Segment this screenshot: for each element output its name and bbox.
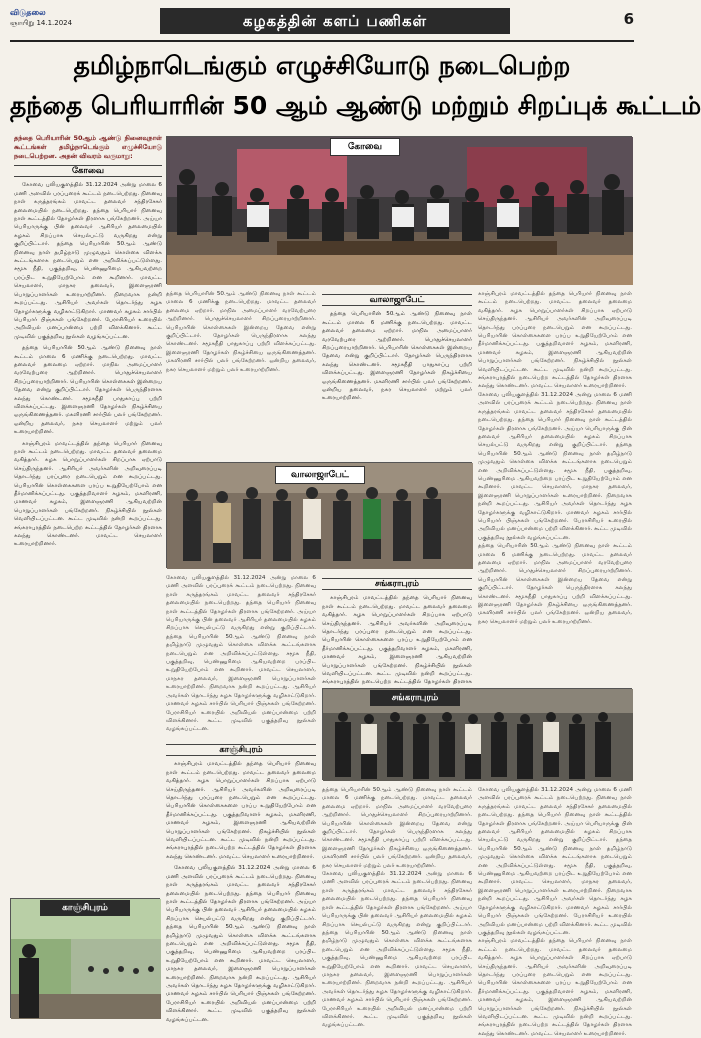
right-bottom-text-2: காஞ்சிபுரம் மாவட்டத்தில் தந்தை பெரியார் நினைவு நாள் கூட்டம் நடைபெற்றது. மாவட்ட தலைவர் தலைமை வகித்தார். கழக பொறுப்பாளர்கள் சிறப்பாக ஏற்பாடு செய்திருந்தனர். ஆசிரியர் அவர்களின் அறிவுரைப்படி தொடர்ந்து பரப்புரை நடைபெறும் என கூறப்பட்டது. பெரியாரின் கொள்கைகளை பரப்ப உறுதியேற்போம் என தீர்மானிக்கப்பட்டது. பகுத்தறிவாளர் கழகம், மகளிரணி, மாணவர் கழகம், இளைஞரணி ஆகியவற்றின் பொறுப்பாளர்கள் பங்கேற்றனர். நிகழ்ச்சியில் நூல்கள் வெளியிடப்பட்டன. கூட்ட முடிவில் நன்றி கூறப்பட்டது. சங்கராபுரத்தில் நடைபெற்ற கூட்டத்தில் தோழர்கள் திரளாக கலந்து கொண்டனர். மாவட்ட செயலாளர் உரையாற்றினார். xyxy=(478,938,632,1037)
left-column-body-2: தந்தை பெரியாரின் 50ஆம் ஆண்டு நினைவு நாள் கூட்டம் மாலை 6 மணிக்கு நடைபெற்றது. மாவட்ட தலைவர் தலைமை ஏற்றார். மாநில அமைப்பாளர் வரவேற்புரை ஆற்றினார். பொதுச்செயலாளர் சிறப்புரையாற்றினார். பெரியாரின் கொள்கைகள் இன்றைய தேவை என்று குறிப்பிட்டார். தோழர்கள் பெருந்திரளாக கலந்து கொண்டனர். சமூகநீதி பாதுகாப்பு பற்றி விளக்கப்பட்டது. இளைஞரணி தோழர்கள் நிகழ்ச்சியை ஒருங்கிணைத்தனர். மகளிரணி சார்பில் பலர் பங்கேற்றனர். ஒன்றிய தலைவர், நகர செயலாளர் மற்றும் பலர் உரையாற்றினர். xyxy=(14,345,162,436)
middle-right-text: தந்தை பெரியாரின் 50ஆம் ஆண்டு நினைவு நாள் கூட்டம் மாலை 6 மணிக்கு நடைபெற்றது. மாவட்ட தலைவர் தலைமை ஏற்றார். மாநில அமைப்பாளர் வரவேற்புரை ஆற்றினார். பொதுச்செயலாளர் சிறப்புரையாற்றினார். பெரியாரின் கொள்கைகள் இன்றைய தேவை என்று குறிப்பிட்டார். தோழர்கள் பெருந்திரளாக கலந்து கொண்டனர். சமூகநீதி பாதுகாப்பு பற்றி விளக்கப்பட்டது. இளைஞரணி தோழர்கள் நிகழ்ச்சியை ஒருங்கிணைத்தனர். மகளிரணி சார்பில் பலர் பங்கேற்றனர். ஒன்றிய தலைவர், நகர செயலாளர் மற்றும் பலர் உரையாற்றினர். xyxy=(322,787,472,869)
middle-column-mid xyxy=(166,574,316,734)
paper-name: விடுதலை xyxy=(10,8,46,17)
right-body-2: கோவை புலியகுளத்தில் 31.12.2024 அன்று மாலை 6 மணி அளவில் பரப்புரைக் கூட்டம் நடைபெற்றது. நினைவு நாள் கருத்தரங்கம் மாவட்ட தலைவர் சந்திரசேகர் தலைமையில் நடைபெற்றது. தந்தை பெரியார் நினைவு நாள் கூட்டத்தில் தோழர்கள் திரளாக பங்கேற்றனர். அய்யா பெரியாருக்கு பின் தலைவர் ஆசிரியர் தலைமையில் கழகம் சிறப்பாக செயல்பட்டு வருகிறது என்று குறிப்பிட்டார். தந்தை பெரியாரின் 50ஆம் ஆண்டு நினைவு நாள் தமிழ்நாடு முழுவதும் கொள்கை விளக்க கூட்டங்களாக நடைபெறும் என அறிவிக்கப்பட்டுள்ளது. சமூக நீதி, பகுத்தறிவு, பெண்ணுரிமை ஆகியவற்றை பரப்பிட உறுதியேற்போம் என கூறினார். மாவட்ட செயலாளர், மாநகர தலைவர், இளைஞரணி பொறுப்பாளர்கள் உரையாற்றினர். நிறைவாக நன்றி கூறப்பட்டது. ஆசிரியர் அவர்கள் தொடர்ந்து கழக தோழர்களுக்கு வழிகாட்டுகிறார். மாணவர் கழகம் சார்பில் பெரியார் பிஞ்சுகள் பங்கேற்றனர். பேராசிரியர் உரையில் அறிவியல் மனப்பான்மை பற்றி விளக்கினார். கூட்ட முடிவில் பகுத்தறிவு நூல்கள் வழங்கப்பட்டன. xyxy=(478,391,632,541)
caption-valajapet: வாலாஜாபேட் xyxy=(275,466,365,484)
lead-paragraph: தந்தை பெரியாரின் 50ஆம் ஆண்டு நினைவுநாள் கூட்டங்கள் தமிழ்நாடெங்கும் எழுச்சியோடு நடைபெற்றன. அதன் விவரம் வருமாறு: xyxy=(14,134,162,160)
kanchipuram-photo xyxy=(10,898,160,1018)
headline-line-1: தமிழ்நாடெங்கும் எழுச்சியோடு நடைபெற்ற xyxy=(73,51,571,80)
kanchipuram-body: காஞ்சிபுரம் மாவட்டத்தில் தந்தை பெரியார் நினைவு நாள் கூட்டம் நடைபெற்றது. மாவட்ட தலைவர் தலைமை வகித்தார். கழக பொறுப்பாளர்கள் சிறப்பாக ஏற்பாடு செய்திருந்தனர். ஆசிரியர் அவர்களின் அறிவுரைப்படி தொடர்ந்து பரப்புரை நடைபெறும் என கூறப்பட்டது. பெரியாரின் கொள்கைகளை பரப்ப உறுதியேற்போம் என தீர்மானிக்கப்பட்டது. பகுத்தறிவாளர் கழகம், மகளிரணி, மாணவர் கழகம், இளைஞரணி ஆகியவற்றின் பொறுப்பாளர்கள் பங்கேற்றனர். நிகழ்ச்சியில் நூல்கள் வெளியிடப்பட்டன. கூட்ட முடிவில் நன்றி கூறப்பட்டது. சங்கராபுரத்தில் நடைபெற்ற கூட்டத்தில் தோழர்கள் திரளாக கலந்து கொண்டனர். மாவட்ட செயலாளர் உரையாற்றினார். xyxy=(166,761,316,860)
sankarapuram-photo xyxy=(322,688,632,780)
kanchipuram-body-2: கோவை புலியகுளத்தில் 31.12.2024 அன்று மாலை 6 மணி அளவில் பரப்புரைக் கூட்டம் நடைபெற்றது. நினைவு நாள் கருத்தரங்கம் மாவட்ட தலைவர் சந்திரசேகர் தலைமையில் நடைபெற்றது. தந்தை பெரியார் நினைவு நாள் கூட்டத்தில் தோழர்கள் திரளாக பங்கேற்றனர். அய்யா பெரியாருக்கு பின் தலைவர் ஆசிரியர் தலைமையில் கழகம் சிறப்பாக செயல்பட்டு வருகிறது என்று குறிப்பிட்டார். தந்தை பெரியாரின் 50ஆம் ஆண்டு நினைவு நாள் தமிழ்நாடு முழுவதும் கொள்கை விளக்க கூட்டங்களாக நடைபெறும் என அறிவிக்கப்பட்டுள்ளது. சமூக நீதி, பகுத்தறிவு, பெண்ணுரிமை ஆகியவற்றை பரப்பிட உறுதியேற்போம் என கூறினார். மாவட்ட செயலாளர், மாநகர தலைவர், இளைஞரணி பொறுப்பாளர்கள் உரையாற்றினர். நிறைவாக நன்றி கூறப்பட்டது. ஆசிரியர் அவர்கள் தொடர்ந்து கழக தோழர்களுக்கு வழிகாட்டுகிறார். மாணவர் கழகம் சார்பில் பெரியார் பிஞ்சுகள் பங்கேற்றனர். பேராசிரியர் உரையில் அறிவியல் மனப்பான்மை பற்றி விளக்கினார். கூட்ட முடிவில் பகுத்தறிவு நூல்கள் வழங்கப்பட்டன. xyxy=(166,865,316,1023)
sankarapuram-body: காஞ்சிபுரம் மாவட்டத்தில் தந்தை பெரியார் நினைவு நாள் கூட்டம் நடைபெற்றது. மாவட்ட தலைவர் தலைமை வகித்தார். கழக பொறுப்பாளர்கள் சிறப்பாக ஏற்பாடு செய்திருந்தனர். ஆசிரியர் அவர்களின் அறிவுரைப்படி தொடர்ந்து பரப்புரை நடைபெறும் என கூறப்பட்டது. பெரியாரின் கொள்கைகளை பரப்ப உறுதியேற்போம் என தீர்மானிக்கப்பட்டது. பகுத்தறிவாளர் கழகம், மகளிரணி, மாணவர் கழகம், இளைஞரணி ஆகியவற்றின் பொறுப்பாளர்கள் பங்கேற்றனர். நிகழ்ச்சியில் நூல்கள் வெளியிடப்பட்டன. கூட்ட முடிவில் நன்றி கூறப்பட்டது. சங்கராபுரத்தில் நடைபெற்ற கூட்டத்தில் தோழர்கள் திரளாக xyxy=(322,595,472,686)
middle-column-top xyxy=(166,290,316,470)
issue-date: ஞாயிறு 14.1.2024 xyxy=(10,19,73,27)
middle-right-bottom xyxy=(322,786,472,1029)
caption-sankarapuram: சங்கராபுரம் xyxy=(370,690,460,706)
left-column-body: கோவை புலியகுளத்தில் 31.12.2024 அன்று மாலை 6 மணி அளவில் பரப்புரைக் கூட்டம் நடைபெற்றது. நினைவு நாள் கருத்தரங்கம் மாவட்ட தலைவர் சந்திரசேகர் தலைமையில் நடைபெற்றது. தந்தை பெரியார் நினைவு நாள் கூட்டத்தில் தோழர்கள் திரளாக பங்கேற்றனர். அய்யா பெரியாருக்கு பின் தலைவர் ஆசிரியர் தலைமையில் கழகம் சிறப்பாக செயல்பட்டு வருகிறது என்று குறிப்பிட்டார். தந்தை பெரியாரின் 50ஆம் ஆண்டு நினைவு நாள் தமிழ்நாடு முழுவதும் கொள்கை விளக்க கூட்டங்களாக நடைபெறும் என அறிவிக்கப்பட்டுள்ளது. சமூக நீதி, பகுத்தறிவு, பெண்ணுரிமை ஆகியவற்றை பரப்பிட உறுதியேற்போம் என கூறினார். மாவட்ட செயலாளர், மாநகர தலைவர், இளைஞரணி பொறுப்பாளர்கள் உரையாற்றினர். நிறைவாக நன்றி கூறப்பட்டது. ஆசிரியர் அவர்கள் தொடர்ந்து கழக தோழர்களுக்கு வழிகாட்டுகிறார். மாணவர் கழகம் சார்பில் பெரியார் பிஞ்சுகள் பங்கேற்றனர். பேராசிரியர் உரையில் அறிவியல் மனப்பான்மை பற்றி விளக்கினார். கூட்ட முடிவில் பகுத்தறிவு நூல்கள் வழங்கப்பட்டன. xyxy=(14,182,162,340)
kanchipuram-column xyxy=(166,740,316,1023)
sankarapuram-column xyxy=(322,574,472,684)
middle-text-2: கோவை புலியகுளத்தில் 31.12.2024 அன்று மாலை 6 மணி அளவில் பரப்புரைக் கூட்டம் நடைபெற்றது. நினைவு நாள் கருத்தரங்கம் மாவட்ட தலைவர் சந்திரசேகர் தலைமையில் நடைபெற்றது. தந்தை பெரியார் நினைவு நாள் கூட்டத்தில் தோழர்கள் திரளாக பங்கேற்றனர். அய்யா பெரியாருக்கு பின் தலைவர் ஆசிரியர் தலைமையில் கழகம் சிறப்பாக செயல்பட்டு வருகிறது என்று குறிப்பிட்டார். தந்தை பெரியாரின் 50ஆம் ஆண்டு நினைவு நாள் தமிழ்நாடு முழுவதும் கொள்கை விளக்க கூட்டங்களாக நடைபெறும் என அறிவிக்கப்பட்டுள்ளது. சமூக நீதி, பகுத்தறிவு, பெண்ணுரிமை ஆகியவற்றை பரப்பிட உறுதியேற்போம் என கூறினார். மாவட்ட செயலாளர், மாநகர தலைவர், இளைஞரணி பொறுப்பாளர்கள் உரையாற்றினர். நிறைவாக நன்றி கூறப்பட்டது. ஆசிரியர் அவர்கள் தொடர்ந்து கழக தோழர்களுக்கு வழிகாட்டுகிறார். மாணவர் கழகம் சார்பில் பெரியார் பிஞ்சுகள் பங்கேற்றனர். பேராசிரியர் உரையில் அறிவியல் மனப்பான்மை பற்றி விளக்கினார். கூட்ட முடிவில் பகுத்தறிவு நூல்கள் வழங்கப்பட்டன. xyxy=(166,575,316,733)
kovai-photo xyxy=(166,136,632,284)
headline-line-2: தந்தை பெரியாரின் 50 ஆம் ஆண்டு மற்றும் சிறப்புக் கூட்டம் xyxy=(10,91,701,120)
header-rule xyxy=(10,40,634,42)
masthead xyxy=(10,8,72,28)
subhead-sankarapuram: சங்கராபுரம் xyxy=(322,578,472,590)
left-column-body-3: காஞ்சிபுரம் மாவட்டத்தில் தந்தை பெரியார் நினைவு நாள் கூட்டம் நடைபெற்றது. மாவட்ட தலைவர் தலைமை வகித்தார். கழக பொறுப்பாளர்கள் சிறப்பாக ஏற்பாடு செய்திருந்தனர். ஆசிரியர் அவர்களின் அறிவுரைப்படி தொடர்ந்து பரப்புரை நடைபெறும் என கூறப்பட்டது. பெரியாரின் கொள்கைகளை பரப்ப உறுதியேற்போம் என தீர்மானிக்கப்பட்டது. பகுத்தறிவாளர் கழகம், மகளிரணி, மாணவர் கழகம், இளைஞரணி ஆகியவற்றின் பொறுப்பாளர்கள் பங்கேற்றனர். நிகழ்ச்சியில் நூல்கள் வெளியிடப்பட்டன. கூட்ட முடிவில் நன்றி கூறப்பட்டது. சங்கராபுரத்தில் நடைபெற்ற கூட்டத்தில் தோழர்கள் திரளாக கலந்து கொண்டனர். மாவட்ட செயலாளர் உரையாற்றினார். xyxy=(14,440,162,548)
subhead-kovai: கோவை xyxy=(14,165,162,177)
right-bottom-text: கோவை புலியகுளத்தில் 31.12.2024 அன்று மாலை 6 மணி அளவில் பரப்புரைக் கூட்டம் நடைபெற்றது. நினைவு நாள் கருத்தரங்கம் மாவட்ட தலைவர் சந்திரசேகர் தலைமையில் நடைபெற்றது. தந்தை பெரியார் நினைவு நாள் கூட்டத்தில் தோழர்கள் திரளாக பங்கேற்றனர். அய்யா பெரியாருக்கு பின் தலைவர் ஆசிரியர் தலைமையில் கழகம் சிறப்பாக செயல்பட்டு வருகிறது என்று குறிப்பிட்டார். தந்தை பெரியாரின் 50ஆம் ஆண்டு நினைவு நாள் தமிழ்நாடு முழுவதும் கொள்கை விளக்க கூட்டங்களாக நடைபெறும் என அறிவிக்கப்பட்டுள்ளது. சமூக நீதி, பகுத்தறிவு, பெண்ணுரிமை ஆகியவற்றை பரப்பிட உறுதியேற்போம் என கூறினார். மாவட்ட செயலாளர், மாநகர தலைவர், இளைஞரணி பொறுப்பாளர்கள் உரையாற்றினர். நிறைவாக நன்றி கூறப்பட்டது. ஆசிரியர் அவர்கள் தொடர்ந்து கழக தோழர்களுக்கு வழிகாட்டுகிறார். மாணவர் கழகம் சார்பில் பெரியார் பிஞ்சுகள் பங்கேற்றனர். பேராசிரியர் உரையில் அறிவியல் மனப்பான்மை பற்றி விளக்கினார். கூட்ட முடிவில் பகுத்தறிவு நூல்கள் வழங்கப்பட்டன. xyxy=(478,787,632,936)
right-body-1: காஞ்சிபுரம் மாவட்டத்தில் தந்தை பெரியார் நினைவு நாள் கூட்டம் நடைபெற்றது. மாவட்ட தலைவர் தலைமை வகித்தார். கழக பொறுப்பாளர்கள் சிறப்பாக ஏற்பாடு செய்திருந்தனர். ஆசிரியர் அவர்களின் அறிவுரைப்படி தொடர்ந்து பரப்புரை நடைபெறும் என கூறப்பட்டது. பெரியாரின் கொள்கைகளை பரப்ப உறுதியேற்போம் என தீர்மானிக்கப்பட்டது. பகுத்தறிவாளர் கழகம், மகளிரணி, மாணவர் கழகம், இளைஞரணி ஆகியவற்றின் பொறுப்பாளர்கள் பங்கேற்றனர். நிகழ்ச்சியில் நூல்கள் வெளியிடப்பட்டன. கூட்ட முடிவில் நன்றி கூறப்பட்டது. சங்கராபுரத்தில் நடைபெற்ற கூட்டத்தில் தோழர்கள் திரளாக கலந்து கொண்டனர். மாவட்ட செயலாளர் உரையாற்றினார். xyxy=(478,291,632,390)
middle-text-1: தந்தை பெரியாரின் 50ஆம் ஆண்டு நினைவு நாள் கூட்டம் மாலை 6 மணிக்கு நடைபெற்றது. மாவட்ட தலைவர் தலைமை ஏற்றார். மாநில அமைப்பாளர் வரவேற்புரை ஆற்றினார். பொதுச்செயலாளர் சிறப்புரையாற்றினார். பெரியாரின் கொள்கைகள் இன்றைய தேவை என்று குறிப்பிட்டார். தோழர்கள் பெருந்திரளாக கலந்து கொண்டனர். சமூகநீதி பாதுகாப்பு பற்றி விளக்கப்பட்டது. இளைஞரணி தோழர்கள் நிகழ்ச்சியை ஒருங்கிணைத்தனர். மகளிரணி சார்பில் பலர் பங்கேற்றனர். ஒன்றிய தலைவர், நகர செயலாளர் மற்றும் பலர் உரையாற்றினர். xyxy=(166,291,316,373)
kovai-photo-art xyxy=(167,137,633,285)
subhead-valajapet: வாலாஜாபேட் xyxy=(322,294,472,306)
caption-kanchipuram: காஞ்சிபுரம் xyxy=(40,900,130,916)
page-number: 6 xyxy=(623,10,634,28)
valajapet-body: தந்தை பெரியாரின் 50ஆம் ஆண்டு நினைவு நாள் கூட்டம் மாலை 6 மணிக்கு நடைபெற்றது. மாவட்ட தலைவர் தலைமை ஏற்றார். மாநில அமைப்பாளர் வரவேற்புரை ஆற்றினார். பொதுச்செயலாளர் சிறப்புரையாற்றினார். பெரியாரின் கொள்கைகள் இன்றைய தேவை என்று குறிப்பிட்டார். தோழர்கள் பெருந்திரளாக கலந்து கொண்டனர். சமூகநீதி பாதுகாப்பு பற்றி விளக்கப்பட்டது. இளைஞரணி தோழர்கள் நிகழ்ச்சியை ஒருங்கிணைத்தனர். மகளிரணி சார்பில் பலர் பங்கேற்றனர். ஒன்றிய தலைவர், நகர செயலாளர் மற்றும் பலர் உரையாற்றினர். xyxy=(322,311,472,402)
middle-right-text-2: கோவை புலியகுளத்தில் 31.12.2024 அன்று மாலை 6 மணி அளவில் பரப்புரைக் கூட்டம் நடைபெற்றது. நினைவு நாள் கருத்தரங்கம் மாவட்ட தலைவர் சந்திரசேகர் தலைமையில் நடைபெற்றது. தந்தை பெரியார் நினைவு நாள் கூட்டத்தில் தோழர்கள் திரளாக பங்கேற்றனர். அய்யா பெரியாருக்கு பின் தலைவர் ஆசிரியர் தலைமையில் கழகம் சிறப்பாக செயல்பட்டு வருகிறது என்று குறிப்பிட்டார். தந்தை பெரியாரின் 50ஆம் ஆண்டு நினைவு நாள் தமிழ்நாடு முழுவதும் கொள்கை விளக்க கூட்டங்களாக நடைபெறும் என அறிவிக்கப்பட்டுள்ளது. சமூக நீதி, பகுத்தறிவு, பெண்ணுரிமை ஆகியவற்றை பரப்பிட உறுதியேற்போம் என கூறினார். மாவட்ட செயலாளர், மாநகர தலைவர், இளைஞரணி பொறுப்பாளர்கள் உரையாற்றினர். நிறைவாக நன்றி கூறப்பட்டது. ஆசிரியர் அவர்கள் தொடர்ந்து கழக தோழர்களுக்கு வழிகாட்டுகிறார். மாணவர் கழகம் சார்பில் பெரியார் பிஞ்சுகள் பங்கேற்றனர். பேராசிரியர் உரையில் அறிவியல் மனப்பான்மை பற்றி விளக்கினார். கூட்ட முடிவில் பகுத்தறிவு நூல்கள் வழங்கப்பட்டன. xyxy=(322,871,472,1029)
section-title: கழகத்தின் களப் பணிகள் xyxy=(160,8,510,34)
left-column xyxy=(14,134,162,894)
right-body-3: தந்தை பெரியாரின் 50ஆம் ஆண்டு நினைவு நாள் கூட்டம் மாலை 6 மணிக்கு நடைபெற்றது. மாவட்ட தலைவர் தலைமை ஏற்றார். மாநில அமைப்பாளர் வரவேற்புரை ஆற்றினார். பொதுச்செயலாளர் சிறப்புரையாற்றினார். பெரியாரின் கொள்கைகள் இன்றைய தேவை என்று குறிப்பிட்டார். தோழர்கள் பெருந்திரளாக கலந்து கொண்டனர். சமூகநீதி பாதுகாப்பு பற்றி விளக்கப்பட்டது. இளைஞரணி தோழர்கள் நிகழ்ச்சியை ஒருங்கிணைத்தனர். மகளிரணி சார்பில் பலர் பங்கேற்றனர். ஒன்றிய தலைவர், நகர செயலாளர் மற்றும் பலர் உரையாற்றினர். xyxy=(478,543,632,625)
valajapet-column xyxy=(322,290,472,460)
page-header xyxy=(10,8,634,38)
caption-kovai: கோவை xyxy=(330,138,400,156)
subhead-kanchipuram: காஞ்சிபுரம் xyxy=(166,744,316,756)
right-column-bottom xyxy=(478,786,632,1037)
kanchipuram-photo-art xyxy=(11,899,161,1019)
